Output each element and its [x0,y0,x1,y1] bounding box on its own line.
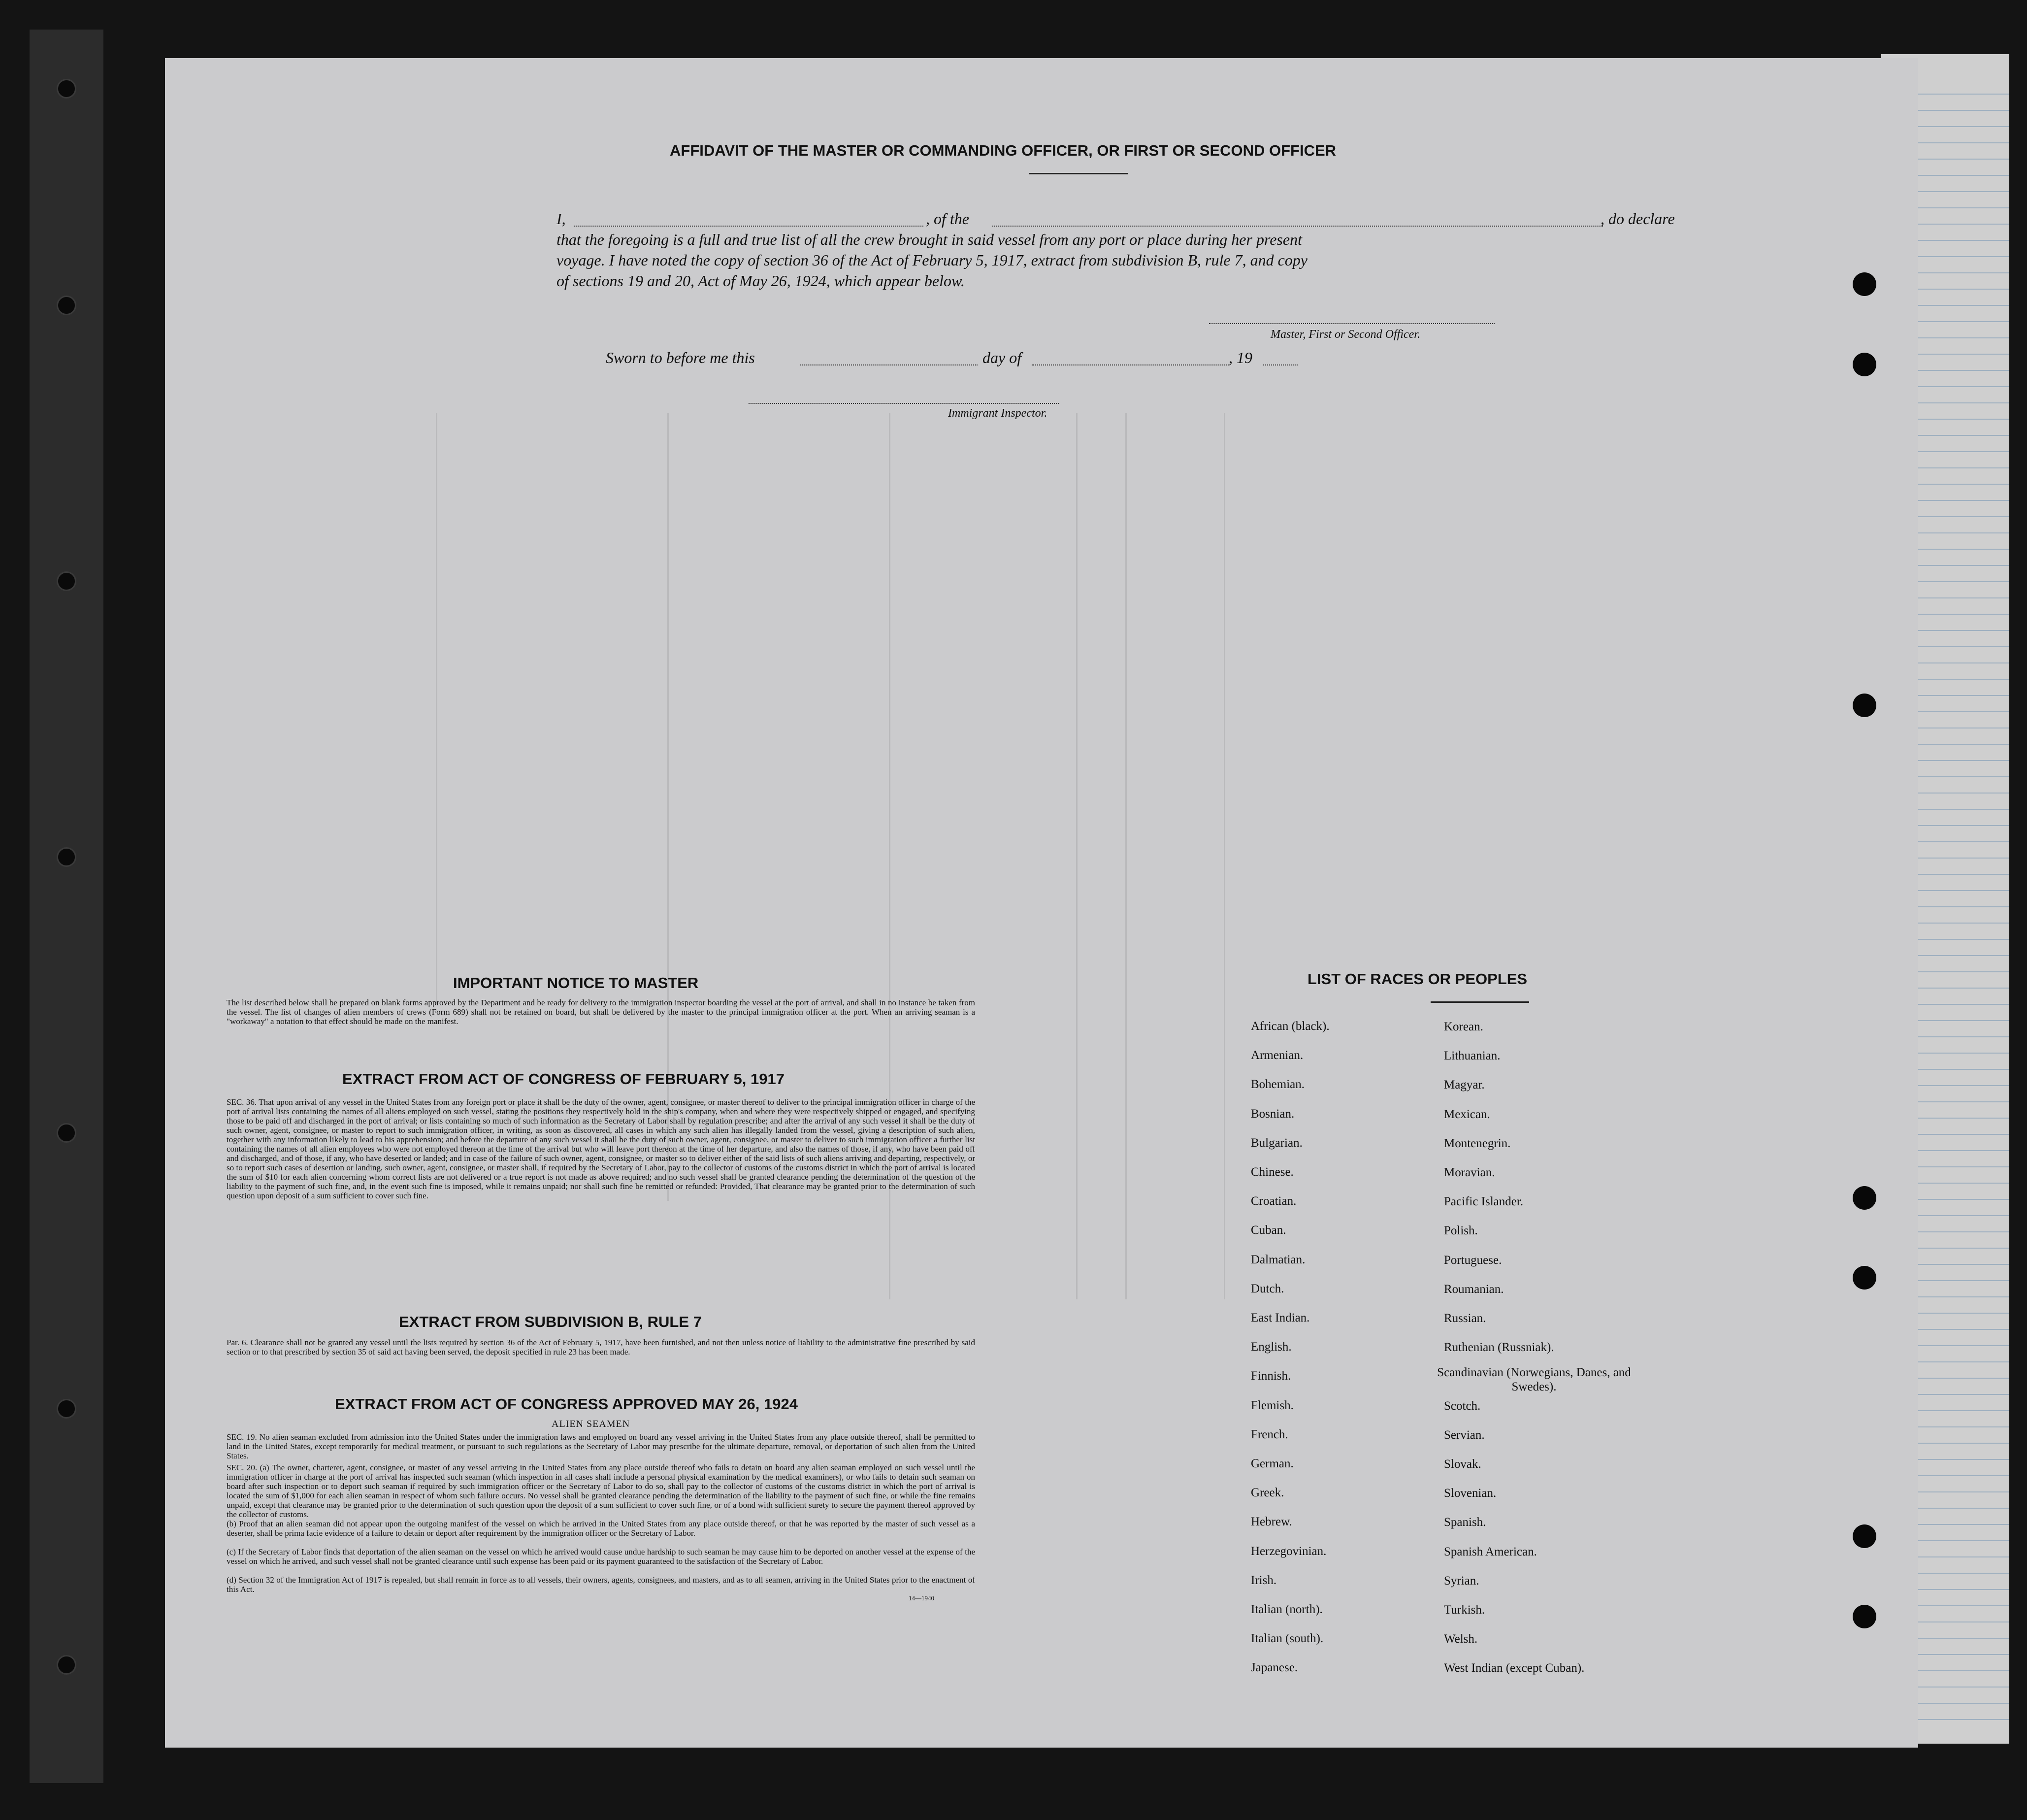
race-item: East Indian. [1251,1311,1310,1324]
race-item: Portuguese. [1444,1253,1502,1267]
affidavit-title-rule [1029,173,1128,174]
race-item: Italian (north). [1251,1603,1323,1616]
races-title-rule [1431,1001,1529,1003]
races-title: LIST OF RACES OR PEOPLES [1308,970,1528,988]
rule7-text: Par. 6. Clearance shall not be granted any vessel until the lists required by section 36 of the Act of February 5, 1917, have been furnished, and not then unless notice of liability to the administrative fine prescribed by said section or to that prescribed by section 35 of said act having been served, the deposit specified in rule 23 has been made. [227,1338,975,1357]
master-signature-label: Master, First or Second Officer. [1271,328,1420,341]
race-item: Servian. [1444,1428,1485,1442]
race-item: Spanish. [1444,1516,1486,1529]
inspector-signature-line [749,403,1059,404]
affidavit-line4: of sections 19 and 20, Act of May 26, 1924, which appear below. [556,272,965,290]
form-number: 14—1940 [909,1594,934,1602]
ghost-column-line [1125,413,1127,1299]
binder-hole [57,847,76,867]
extract-1917-title: EXTRACT FROM ACT OF CONGRESS OF FEBRUARY 5, 1917 [342,1070,785,1088]
race-item: Turkish. [1444,1603,1485,1617]
alien-seamen-subtitle: ALIEN SEAMEN [552,1419,630,1429]
race-item: French. [1251,1427,1288,1441]
blank-name [574,226,923,227]
punch-hole [1853,272,1876,296]
blank-year [1263,364,1298,365]
inspector-label: Immigrant Inspector. [948,407,1047,420]
race-item: Flemish. [1251,1398,1294,1412]
race-item: Bulgarian. [1251,1136,1303,1150]
race-item: Lithuanian. [1444,1049,1501,1063]
notice-title: IMPORTANT NOTICE TO MASTER [453,974,699,992]
race-item: Bohemian. [1251,1078,1305,1092]
race-item: Welsh. [1444,1632,1478,1646]
race-item: African (black). [1251,1020,1330,1033]
race-item: Japanese. [1251,1661,1298,1675]
race-item: Italian (south). [1251,1632,1324,1646]
race-item: West Indian (except Cuban). [1444,1661,1585,1675]
race-item: Greek. [1251,1486,1284,1500]
race-item: Russian. [1444,1312,1486,1325]
punch-hole [1853,1266,1876,1290]
binder-hole [57,1123,76,1143]
manifest-page [165,58,1918,1748]
race-item: Spanish American. [1444,1545,1537,1558]
binder-hole [57,296,76,315]
affidavit-line1-of: , of the [926,210,969,228]
race-item: English. [1251,1340,1292,1354]
rule7-title: EXTRACT FROM SUBDIVISION B, RULE 7 [399,1313,702,1330]
notice-text: The list described below shall be prepared on blank forms approved by the Department and be ready for delivery to the immigration inspector boarding the vessel at the port of arrival, and shall in no instance be taken from the vessel. The list of changes of alien members of crews (Form 689) shall not be retained on board, but shall be delivered by the master to the principal immigration officer at the port. When an arriving seaman is a "workaway" a notation to that effect should be made on the manifest. [227,998,975,1026]
race-item: Roumanian. [1444,1282,1504,1296]
sec20c-text: (c) If the Secretary of Labor finds that deportation of the alien seaman on the vessel on which he arrived would cause undue hardship to such seaman he may cause him to be deported on another vessel at the expense of the vessel on which he arrived, and such vessel shall not be granted clearance until such expense has been paid or its payment guaranteed to the satisfaction of the Secretary of Labor. [227,1547,975,1566]
race-item: Finnish. [1251,1369,1291,1383]
binder-hole [57,1655,76,1675]
race-item: Bosnian. [1251,1107,1295,1121]
race-item: Pacific Islander. [1444,1195,1524,1209]
extract-1917-text: SEC. 36. That upon arrival of any vessel in the United States from any foreign port or place it shall be the duty of the owner, agent, consignee, or master thereof to deliver to the principal immigration officer in charge of the port of arrival lists containing the names of all aliens employed on such vessel, stating the positions they respectively hold in the ship's company, when and where they were respectively shipped or engaged, and specifying those to be paid off and discharged in the port of arrival; or lists containing so much of such information as the Secretary of Labor shall by regulation prescribe; and after the arrival of any such vessel it shall be the duty of such owner, agent, consignee, or master to report to such immigration officer, in writing, as soon as discovered, all cases in which any such alien has illegally landed from the vessel, giving a description of such alien, together with any information likely to lead to his apprehension; and before the departure of any such vessel it shall be the duty of such owner, agent, consignee, or master to deliver to such immigration officer a further list containing the names of all alien employees who were not employed thereon at the time of the arrival but who will leave port thereon at the time of her departure, and also the names of those, if any, who have been paid off and discharged, and of those, if any, who have deserted or landed; and in case of the failure of such owner, agent, consignee, or master so to deliver either of the said lists of such aliens arriving and departing, respectively, or so to report such cases of desertion or landing, such owner, agent, consignee, or master shall, if required by the Secretary of Labor, pay to the collector of customs of the customs district in which the port of arrival is located the sum of $10 for each alien concerning whom correct lists are not delivered or a true report is not made as above required; and no such vessel shall be granted clearance pending the determination of the question of the liability to the payment of such fine, and, in the event such fine is imposed, while it remains unpaid; nor shall such fine be remitted or refunded: Provided, That clearance may be granted prior to the determination of such question upon deposit of a sum sufficient to cover such fine. [227,1097,975,1200]
affidavit-line2: that the foregoing is a full and true list of all the crew brought in said vessel from any port or place during her present [556,231,1302,248]
punch-hole [1853,1524,1876,1548]
sec19-text: SEC. 19. No alien seaman excluded from admission into the United States under the immigration laws and employed on board any vessel arriving in the United States from any place outside thereof, shall be permitted to land in the United States, except temporarily for medical treatment, or pursuant to such regulations as the Secretary of Labor may prescribe for the ultimate departure, removal, or deportation of such alien from the United States. [227,1432,975,1460]
punch-hole [1853,1186,1876,1210]
sec20d-text: (d) Section 32 of the Immigration Act of 1917 is repealed, but shall remain in force as to all vessels, their owners, agents, consignees, and masters, and as to all seamen, arriving in the United States prior to the enactment of this Act. [227,1575,975,1594]
punch-hole [1853,353,1876,376]
race-item: Hebrew. [1251,1515,1292,1529]
race-item: Ruthenian (Russniak). [1444,1341,1554,1355]
blank-vessel [992,226,1603,227]
race-item: Chinese. [1251,1165,1294,1179]
blank-day [800,364,978,365]
blank-month [1032,364,1229,365]
binder-hole [57,1399,76,1419]
race-item: Montenegrin. [1444,1136,1511,1150]
race-item: Mexican. [1444,1107,1490,1121]
punch-hole [1853,694,1876,717]
binder-hole [57,79,76,99]
binder-hole [57,571,76,591]
race-item: Irish. [1251,1573,1277,1587]
affidavit-line1-declare: , do declare [1601,210,1675,228]
race-item: Cuban. [1251,1224,1286,1237]
master-signature-line [1209,323,1495,324]
race-item: Moravian. [1444,1166,1495,1179]
affidavit-line1-i: I, [556,210,566,228]
race-item: Slovak. [1444,1457,1481,1471]
sworn-day-of: day of [982,349,1022,366]
race-item: Dalmatian. [1251,1253,1306,1266]
race-item: Syrian. [1444,1574,1479,1588]
race-item: Scandinavian (Norwegians, Danes, and Swedes). [1437,1366,1631,1394]
sec20a-text: SEC. 20. (a) The owner, charterer, agent, consignee, or master of any vessel arriving in the United States from any place outside thereof who fails to detain on board any alien seaman employed on such vessel until the immigration officer in charge at the port of arrival has inspected such seaman (which inspection in all cases shall include a personal physical examination by the medical examiners), or who fails to detain such seaman on board after such inspection or to deport such seaman if required by such immigration officer or the Secretary of Labor to do so, shall pay to the collector of customs of the customs district in which the port of arrival is located the sum of $1,000 for each alien seaman in respect of whom such failure occurs. No vessel shall be granted clearance pending the determination of the liability to the payment of such fine, or while the fine remains unpaid, except that clearance may be granted prior to the determination of such question upon the deposit of a sum sufficient to cover such fine, or of a bond with sufficient surety to secure the payment thereof approved by the collector of customs. [227,1463,975,1519]
race-item: Scotch. [1444,1399,1481,1413]
ghost-column-line [1076,413,1078,1299]
race-item: Korean. [1444,1020,1483,1033]
binder-strip [30,30,103,1783]
race-item: Dutch. [1251,1282,1284,1295]
sworn-text: Sworn to before me this [606,349,755,366]
race-item: Herzegovinian. [1251,1544,1327,1558]
punch-hole [1853,1605,1876,1628]
sec20b-text: (b) Proof that an alien seaman did not appear upon the outgoing manifest of the vessel on which he arrived in the United States from any place outside thereof, or that he was reported by the master of such vessel as a deserter, shall be prima facie evidence of a failure to detain or deport after requirement by the immigration officer or the Secretary of Labor. [227,1519,975,1538]
affidavit-title: AFFIDAVIT OF THE MASTER OR COMMANDING OFFICER, OR FIRST OR SECOND OFFICER [670,142,1337,159]
ghost-column-line [1224,413,1225,1299]
ghost-column-line [436,413,437,1004]
sworn-year: , 19 [1229,349,1252,366]
race-item: Magyar. [1444,1078,1485,1092]
race-item: German. [1251,1457,1294,1470]
extract-1924-title: EXTRACT FROM ACT OF CONGRESS APPROVED MAY 26, 1924 [335,1395,798,1413]
race-item: Polish. [1444,1224,1478,1238]
race-item: Slovenian. [1444,1487,1497,1500]
affidavit-line3: voyage. I have noted the copy of section 36 of the Act of February 5, 1917, extract from subdivision B, rule 7, and copy [556,251,1308,269]
race-item: Armenian. [1251,1049,1304,1062]
race-item: Croatian. [1251,1194,1297,1208]
